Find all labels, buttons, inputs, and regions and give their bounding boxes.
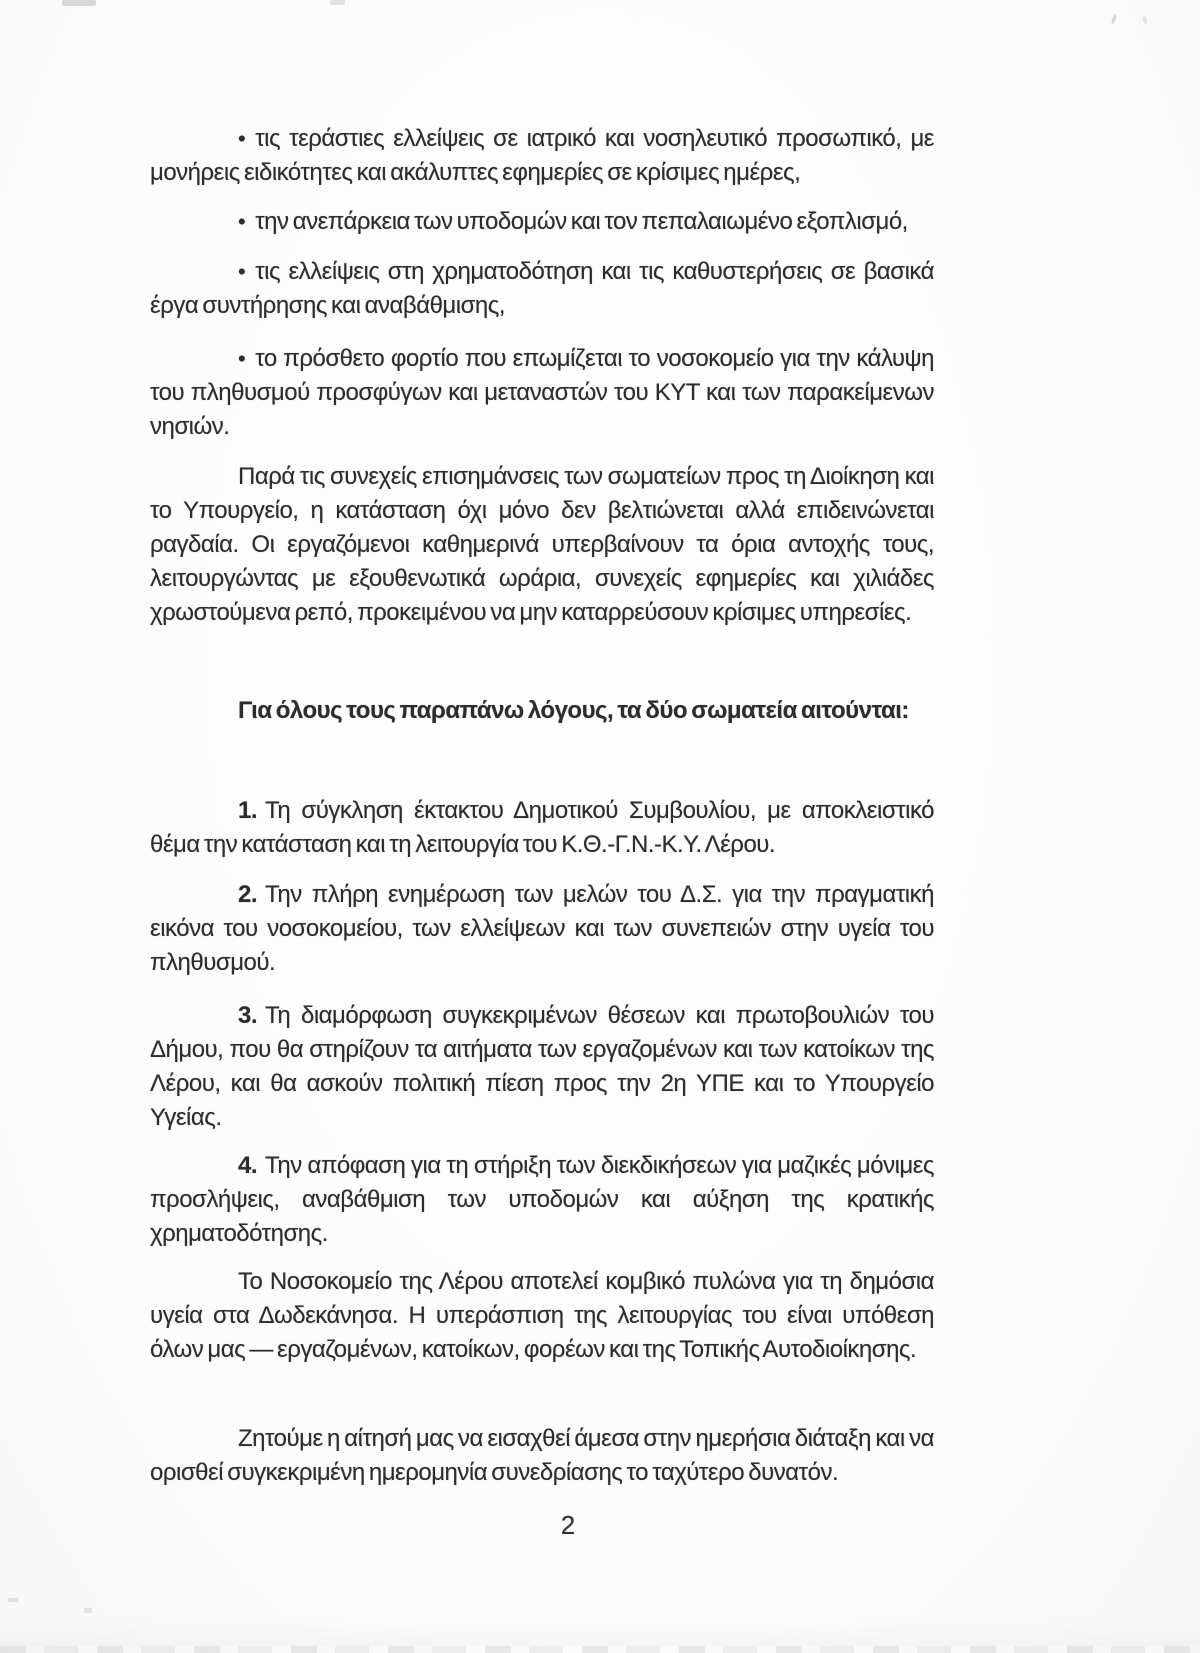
- bullet-item: [150, 122, 934, 190]
- bullet-icon: •: [238, 126, 246, 151]
- bullet-item: [150, 205, 934, 239]
- bullet-icon: •: [238, 259, 246, 284]
- demand-text: Την πλήρη ενημέρωση των μελών του Δ.Σ. για την πραγματική εικόνα του νοσοκομείου, των ελλείψεων και των συνεπειών στην υγεία του πληθυσμού.: [150, 881, 934, 976]
- bullet-icon: •: [238, 346, 246, 371]
- scan-artifact-speck: [8, 1598, 18, 1602]
- bullet-item: [150, 342, 934, 444]
- scan-artifact-speck: [1110, 14, 1117, 25]
- demand-text: Τη διαμόρφωση συγκεκριμένων θέσεων και πρωτοβουλιών του Δήμου, που θα στηρίζουν τα αιτήματα των εργαζομένων και των κατοίκων της Λέρου, και θα ασκούν πολιτική πίεση προς την 2η ΥΠΕ και το Υπουργείο Υγείας.: [150, 1002, 934, 1131]
- demand-number: 4.: [238, 1152, 258, 1179]
- scan-artifact-bottom-edge: [0, 1646, 1200, 1653]
- demand-item: [150, 878, 934, 980]
- demand-text: Την απόφαση για τη στήριξη των διεκδικήσεων για μαζικές μόνιμες προσλήψεις, αναβάθμιση των υποδομών και αύξηση της κρατικής χρηματοδότησης.: [150, 1152, 934, 1247]
- bullet-text: τις ελλείψεις στη χρηματοδότηση και τις καθυστερήσεις σε βασικά έργα συντήρησης και αναβάθμισης,: [150, 258, 934, 319]
- bullet-text: το πρόσθετο φορτίο που επωμίζεται το νοσοκομείο για την κάλυψη του πληθυσμού προσφύγων και μεταναστών του ΚΥΤ και των παρακείμενων νησιών.: [150, 345, 934, 440]
- demand-item: [150, 794, 934, 862]
- demand-number: 2.: [238, 881, 258, 908]
- paragraph-hospital-pillar: Το Νοσοκομείο της Λέρου αποτελεί κομβικό πυλώνα για τη δημόσια υγεία στα Δωδεκάνησα. Η υπεράσπιση της λειτουργίας του είναι υπόθεση όλων μας — εργαζομένων, κατοίκων, φορέων και της Τοπικής Αυτοδιοίκησης.: [150, 1268, 934, 1363]
- bullet-item: [150, 255, 934, 323]
- scan-artifact-speck: [1142, 16, 1148, 25]
- paragraph-request: Ζητούμε η αίτησή μας να εισαχθεί άμεσα στην ημερήσια διάταξη και να ορισθεί συγκεκριμένη ημερομηνία συνεδρίασης το ταχύτερο δυνατόν.: [150, 1425, 934, 1486]
- page-number: 2: [560, 1510, 576, 1540]
- demand-number: 3.: [238, 1002, 258, 1029]
- demand-number: 1.: [238, 797, 258, 824]
- scan-artifact-speck: [84, 1608, 92, 1613]
- demand-text: Τη σύγκληση έκτακτου Δημοτικού Συμβουλίου, με αποκλειστικό θέμα την κατάσταση και τη λειτουργία του Κ.Θ.-Γ.Ν.-Κ.Υ. Λέρου.: [150, 797, 934, 858]
- bullet-text: τις τεράστιες ελλείψεις σε ιατρικό και νοσηλευτικό προσωπικό, με μονήρεις ειδικότητες και ακάλυπτες εφημερίες σε κρίσιμες ημέρες,: [150, 125, 934, 186]
- scan-artifact-top-dash: [330, 0, 345, 5]
- demand-item: [150, 1149, 934, 1251]
- demand-item: [150, 999, 934, 1135]
- scan-artifact-bottom-fade: [0, 1620, 1200, 1646]
- document-body: [150, 122, 934, 1490]
- bullet-text: την ανεπάρκεια των υποδομών και τον πεπαλαιωμένο εξοπλισμό,: [255, 208, 908, 235]
- paragraph-situation: Παρά τις συνεχείς επισημάνσεις των σωματείων προς τη Διοίκηση και το Υπουργείο, η κατάσταση όχι μόνο δεν βελτιώνεται αλλά επιδεινώνεται ραγδαία. Οι εργαζόμενοι καθημερινά υπερβαίνουν τα όρια αντοχής τους, λειτουργώντας με εξουθενωτικά ωράρια, συνεχείς εφημερίες και χιλιάδες χρωστούμενα ρεπό, προκειμένου να μην καταρρεύσουν κρίσιμες υπηρεσίες.: [150, 463, 934, 626]
- bullet-icon: •: [238, 209, 246, 234]
- section-heading: Για όλους τους παραπάνω λόγους, τα δύο σωματεία αιτούνται:: [238, 697, 909, 724]
- scan-artifact-top-dash: [62, 0, 96, 6]
